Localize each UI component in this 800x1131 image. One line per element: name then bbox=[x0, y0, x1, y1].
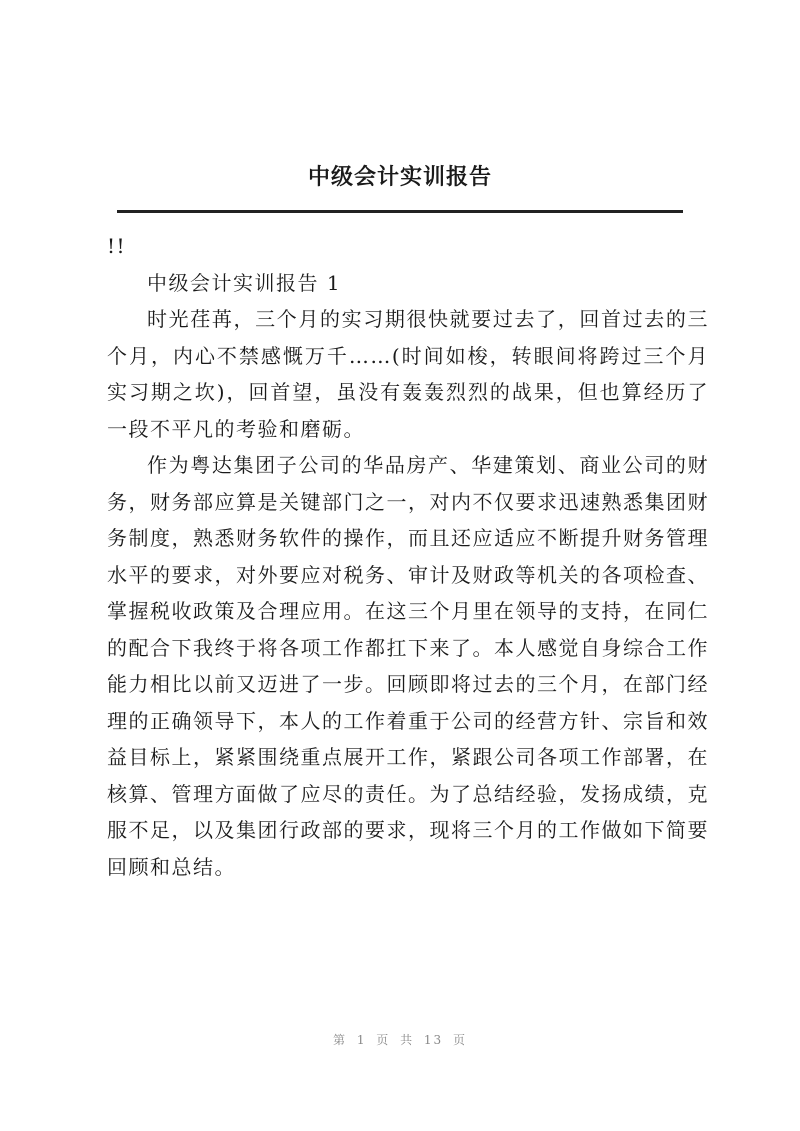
title-underline bbox=[117, 210, 683, 213]
page-footer: 第 1 页 共 13 页 bbox=[333, 1033, 467, 1047]
document-body bbox=[107, 228, 709, 885]
body-paragraph: 时光荏苒，三个月的实习期很快就要过去了，回首过去的三个月，内心不禁感慨万千……(时间如梭，转眼间将跨过三个月实习期之坎)，回首望，虽没有轰轰烈烈的战果，但也算经历了一段不平凡的考验和磨砺。 bbox=[107, 307, 709, 441]
report-subheading: 中级会计实训报告 1 bbox=[147, 270, 342, 295]
leading-marks: !! bbox=[107, 234, 127, 258]
document-title: 中级会计实训报告 bbox=[307, 165, 492, 190]
body-paragraph: 作为粤达集团子公司的华品房产、华建策划、商业公司的财务，财务部应算是关键部门之一，对内不仅要求迅速熟悉集团财务制度，熟悉财务软件的操作，而且还应适应不断提升财务管理水平的要求，对外要应对税务、审计及财政等机关的各项检查、掌握税收政策及合理应用。在这三个月里在领导的支持，在同仁的配合下我终于将各项工作都扛下来了。本人感觉自身综合工作能力相比以前又迈进了一步。回顾即将过去的三个月，在部门经理的正确领导下，本人的工作着重于公司的经营方针、宗旨和效益目标上，紧紧围绕重点展开工作，紧跟公司各项工作部署，在核算、管理方面做了应尽的责任。为了总结经验，发扬成绩，克服不足，以及集团行政部的要求，现将三个月的工作做如下简要回顾和总结。 bbox=[107, 453, 709, 879]
